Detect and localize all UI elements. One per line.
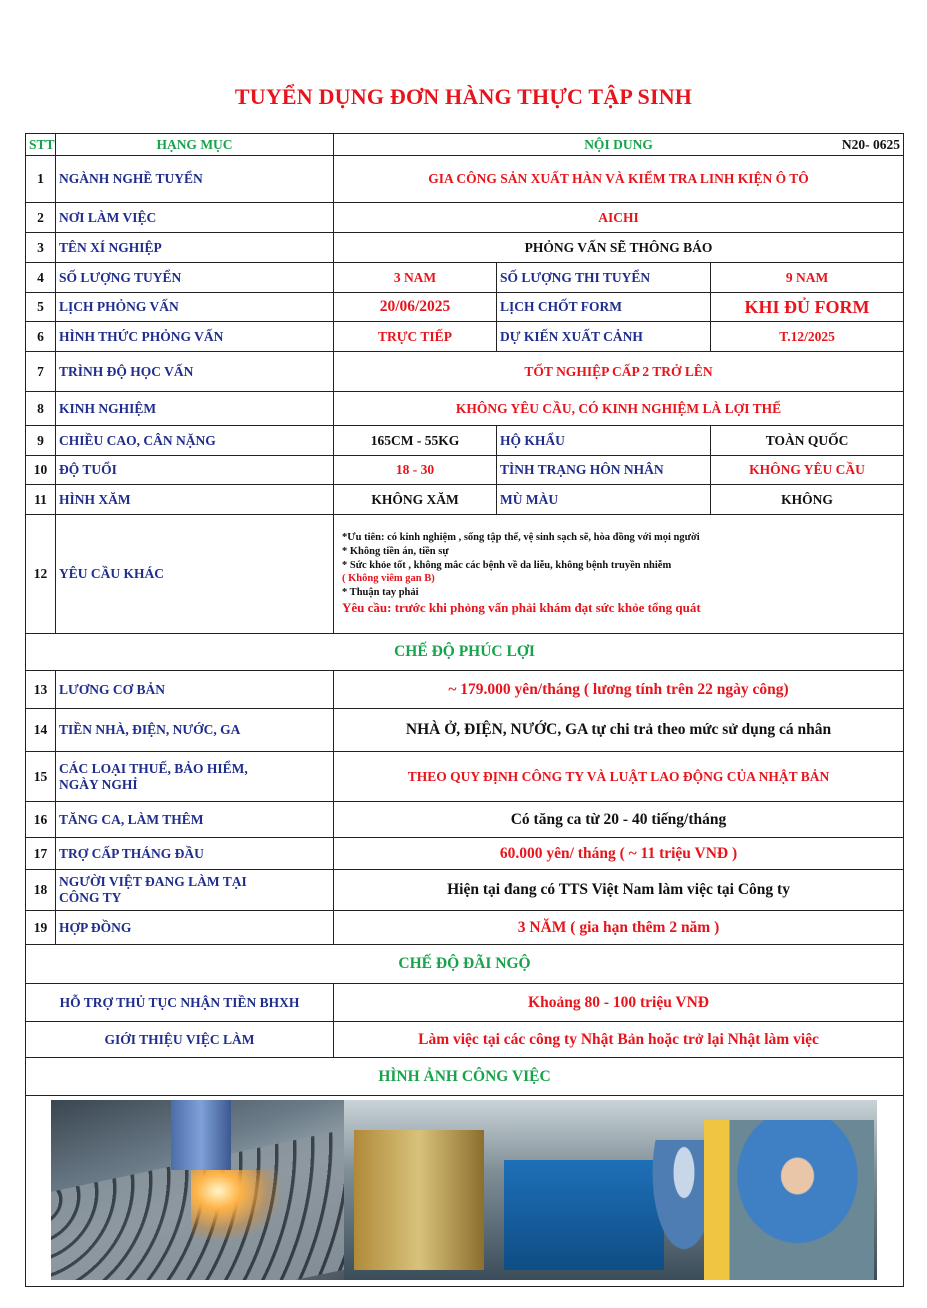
- benefit-value: Khoảng 80 - 100 triệu VNĐ: [334, 984, 904, 1022]
- row-number: 2: [26, 203, 56, 233]
- table-row: [26, 485, 904, 515]
- section-photos: HÌNH ẢNH CÔNG VIỆC: [26, 1058, 904, 1096]
- table-row: [26, 671, 904, 709]
- row-value-2: T.12/2025: [711, 322, 904, 352]
- row-label: TÊN XÍ NGHIỆP: [56, 233, 334, 263]
- row-value: 20/06/2025: [334, 293, 497, 322]
- row-label: [56, 752, 334, 802]
- row-number: 19: [26, 911, 56, 945]
- row-label: YÊU CẦU KHÁC: [56, 515, 334, 634]
- row-label-line: NGƯỜI VIỆT ĐANG LÀM TẠI: [59, 874, 247, 890]
- section-benefits: CHẾ ĐỘ ĐÃI NGỘ: [26, 945, 904, 984]
- row-label-line: CÔNG TY: [59, 890, 122, 905]
- row-value: AICHI: [334, 203, 904, 233]
- row-label: LỊCH PHỎNG VẤN: [56, 293, 334, 322]
- photo-cell: [26, 1096, 904, 1287]
- row-label-2: HỘ KHẨU: [497, 426, 711, 456]
- row-value: 18 - 30: [334, 456, 497, 485]
- row-label: HÌNH XĂM: [56, 485, 334, 515]
- row-label: KINH NGHIỆM: [56, 392, 334, 426]
- section-welfare: CHẾ ĐỘ PHÚC LỢI: [26, 634, 904, 671]
- row-label: TRỢ CẤP THÁNG ĐẦU: [56, 838, 334, 870]
- requirement-line: ( Không viêm gan B): [342, 573, 435, 585]
- benefit-label: GIỚI THIỆU VIỆC LÀM: [26, 1022, 334, 1058]
- row-number: 4: [26, 263, 56, 293]
- table-row: [26, 515, 904, 634]
- row-label-2: MÙ MÀU: [497, 485, 711, 515]
- table-row: [26, 802, 904, 838]
- benefit-value: Làm việc tại các công ty Nhật Bản hoặc trở lại Nhật làm việc: [334, 1022, 904, 1058]
- row-label-2: SỐ LƯỢNG THI TUYỂN: [497, 263, 711, 293]
- row-value: THEO QUY ĐỊNH CÔNG TY VÀ LUẬT LAO ĐỘNG CỦA NHẬT BẢN: [334, 752, 904, 802]
- table-row: [26, 426, 904, 456]
- row-value: ~ 179.000 yên/tháng ( lương tính trên 22 ngày công): [334, 671, 904, 709]
- row-value-2: KHI ĐỦ FORM: [711, 293, 904, 322]
- row-label-2: TÌNH TRẠNG HÔN NHÂN: [497, 456, 711, 485]
- row-value-2: 9 NAM: [711, 263, 904, 293]
- table-header: [26, 134, 904, 156]
- table-row: [26, 870, 904, 911]
- row-label: NGÀNH NGHỀ TUYỂN: [56, 156, 334, 203]
- table-row: [26, 1022, 904, 1058]
- row-number: 18: [26, 870, 56, 911]
- header-hang-muc: HẠNG MỤC: [56, 134, 334, 156]
- benefit-label: HỖ TRỢ THỦ TỤC NHẬN TIỀN BHXH: [26, 984, 334, 1022]
- row-value: GIA CÔNG SẢN XUẤT HÀN VÀ KIỂM TRA LINH KIỆN Ô TÔ: [334, 156, 904, 203]
- row-number: 8: [26, 392, 56, 426]
- header-noi-dung-label: NỘI DUNG: [584, 136, 653, 152]
- table-row: [26, 203, 904, 233]
- row-value: PHỎNG VẤN SẼ THÔNG BÁO: [334, 233, 904, 263]
- section-row: [26, 634, 904, 671]
- requirement-line: Yêu cầu: trước khi phỏng vấn phải khám đạt sức khỏe tổng quát: [342, 599, 701, 615]
- row-label: NƠI LÀM VIỆC: [56, 203, 334, 233]
- row-value-2: TOÀN QUỐC: [711, 426, 904, 456]
- row-label: SỐ LƯỢNG TUYỂN: [56, 263, 334, 293]
- section-row: [26, 945, 904, 984]
- row-value: 3 NĂM ( gia hạn thêm 2 năm ): [334, 911, 904, 945]
- row-number: 5: [26, 293, 56, 322]
- other-requirements: [334, 515, 904, 634]
- row-label: TIỀN NHÀ, ĐIỆN, NƯỚC, GA: [56, 709, 334, 752]
- row-number: 15: [26, 752, 56, 802]
- row-number: 17: [26, 838, 56, 870]
- table-row: [26, 392, 904, 426]
- table-row: [26, 456, 904, 485]
- row-value: Hiện tại đang có TTS Việt Nam làm việc tại Công ty: [334, 870, 904, 911]
- row-value: TỐT NGHIỆP CẤP 2 TRỞ LÊN: [334, 352, 904, 392]
- requirement-line: * Không tiền án, tiền sự: [342, 546, 449, 558]
- row-value: 3 NAM: [334, 263, 497, 293]
- page-title: TUYỂN DỤNG ĐƠN HÀNG THỰC TẬP SINH: [234, 84, 693, 109]
- row-label: LƯƠNG CƠ BẢN: [56, 671, 334, 709]
- row-value: KHÔNG XĂM: [334, 485, 497, 515]
- table-row: [26, 752, 904, 802]
- row-number: 14: [26, 709, 56, 752]
- row-number: 6: [26, 322, 56, 352]
- table-row: [26, 838, 904, 870]
- photo-row: [26, 1096, 904, 1287]
- job-table: [25, 133, 904, 1287]
- row-number: 3: [26, 233, 56, 263]
- row-value: Có tăng ca từ 20 - 40 tiếng/tháng: [334, 802, 904, 838]
- table-row: [26, 263, 904, 293]
- row-label: TRÌNH ĐỘ HỌC VẤN: [56, 352, 334, 392]
- table-row: [26, 322, 904, 352]
- laser-cutting-photo: [51, 1100, 344, 1280]
- header-stt: STT: [26, 134, 56, 156]
- row-value: TRỰC TIẾP: [334, 322, 497, 352]
- row-number: 11: [26, 485, 56, 515]
- table-row: [26, 984, 904, 1022]
- row-number: 1: [26, 156, 56, 203]
- row-label-2: DỰ KIẾN XUẤT CẢNH: [497, 322, 711, 352]
- factory-workers-photo: [344, 1100, 877, 1280]
- row-number: 10: [26, 456, 56, 485]
- row-label: HÌNH THỨC PHỎNG VẤN: [56, 322, 334, 352]
- header-noi-dung: [334, 134, 904, 156]
- table-row: [26, 709, 904, 752]
- row-value: KHÔNG YÊU CẦU, CÓ KINH NGHIỆM LÀ LỢI THẾ: [334, 392, 904, 426]
- row-label-2: LỊCH CHỐT FORM: [497, 293, 711, 322]
- requirement-line: * Sức khỏe tốt , không mắc các bệnh về da liễu, không bệnh truyền nhiễm: [342, 559, 672, 571]
- row-number: 13: [26, 671, 56, 709]
- row-number: 9: [26, 426, 56, 456]
- table-row: [26, 352, 904, 392]
- row-value: 60.000 yên/ tháng ( ~ 11 triệu VNĐ ): [334, 838, 904, 870]
- table-row: [26, 156, 904, 203]
- table-row: [26, 293, 904, 322]
- row-label: ĐỘ TUỔI: [56, 456, 334, 485]
- row-value-2: KHÔNG YÊU CẦU: [711, 456, 904, 485]
- table-row: [26, 233, 904, 263]
- table-row: [26, 911, 904, 945]
- requirement-line: * Thuận tay phải: [342, 587, 419, 599]
- row-label-line: NGÀY NGHỈ: [59, 776, 138, 792]
- row-value: 165CM - 55KG: [334, 426, 497, 456]
- row-value-2: KHÔNG: [711, 485, 904, 515]
- row-number: 12: [26, 515, 56, 634]
- row-label: CHIỀU CAO, CÂN NẶNG: [56, 426, 334, 456]
- section-row: [26, 1058, 904, 1096]
- row-label-line: CÁC LOẠI THUẾ, BẢO HIỂM,: [59, 760, 248, 776]
- row-number: 7: [26, 352, 56, 392]
- row-label: TĂNG CA, LÀM THÊM: [56, 802, 334, 838]
- row-value: NHÀ Ở, ĐIỆN, NƯỚC, GA tự chi trả theo mức sử dụng cá nhân: [334, 709, 904, 752]
- work-photos: [51, 1100, 877, 1280]
- row-number: 16: [26, 802, 56, 838]
- requirement-line: *Ưu tiên: có kinh nghiệm , sống tập thể, vệ sinh sạch sẽ, hòa đồng với mọi người: [342, 532, 700, 544]
- row-label: HỢP ĐỒNG: [56, 911, 334, 945]
- order-code: N20- 0625: [841, 137, 901, 152]
- row-label: [56, 870, 334, 911]
